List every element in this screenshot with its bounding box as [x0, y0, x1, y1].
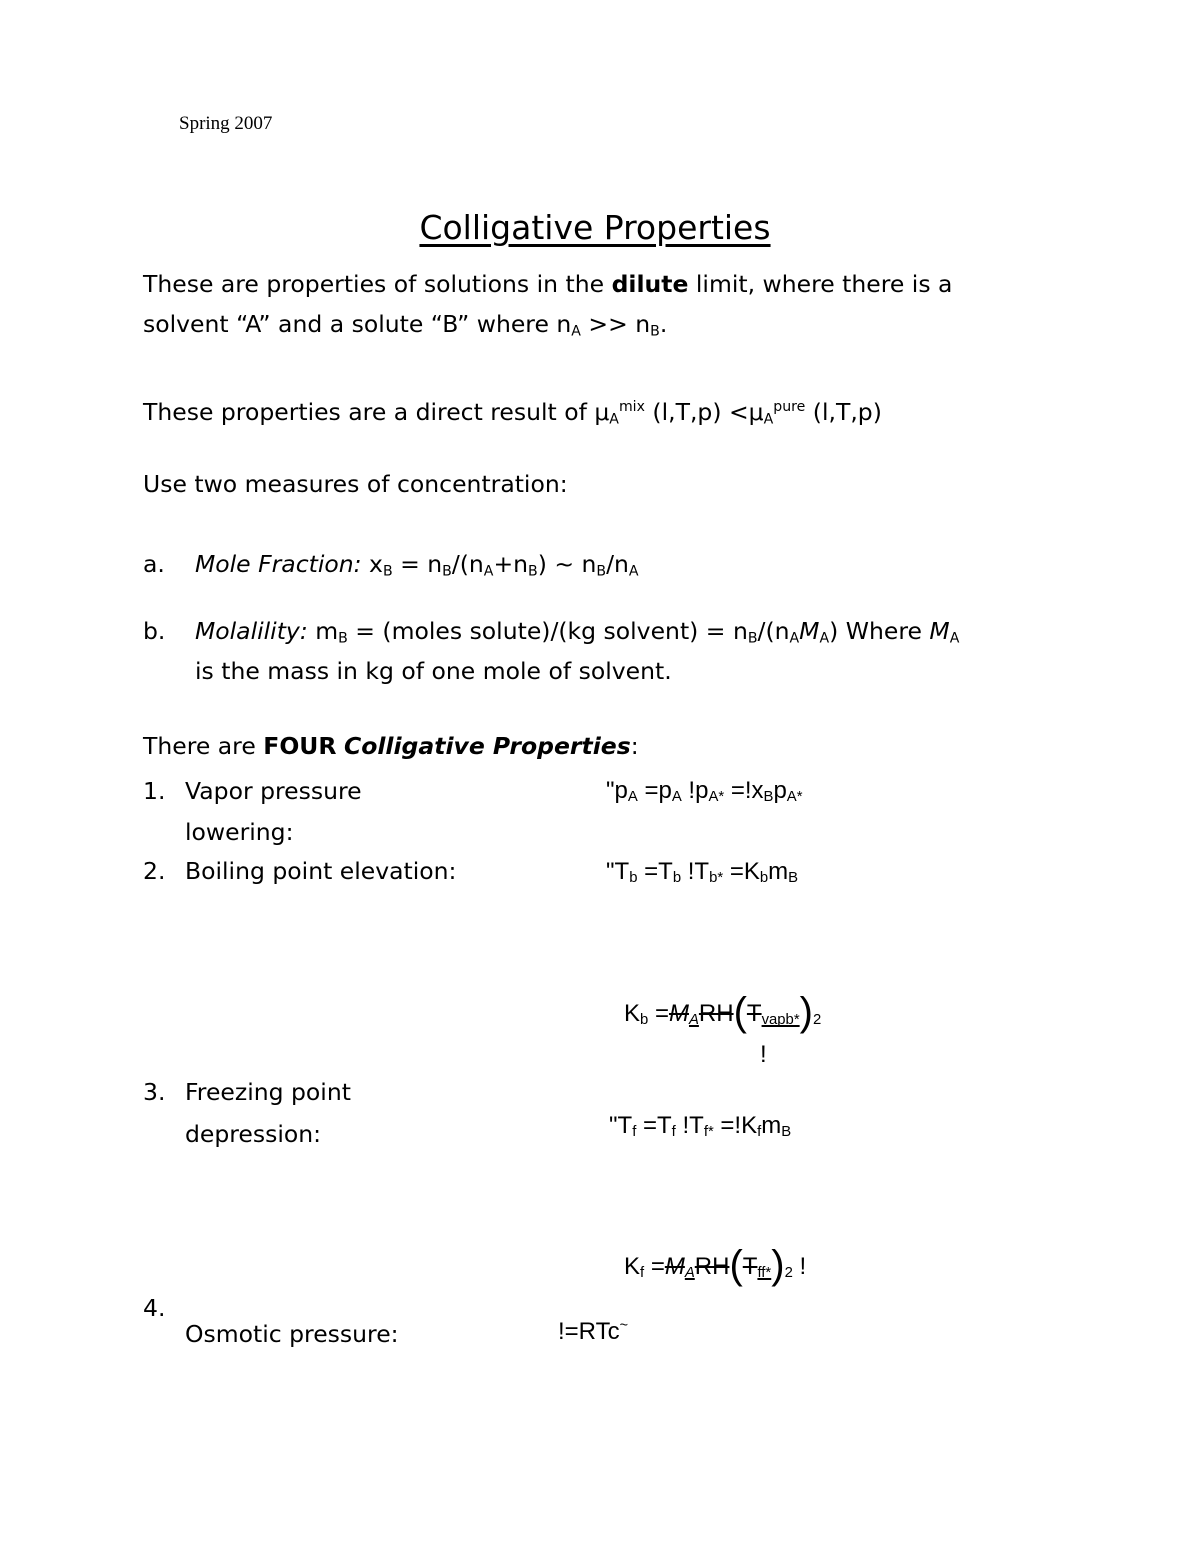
- intro-text: >> n: [580, 310, 651, 338]
- formula-text: T: [746, 1000, 762, 1027]
- direct-args: (l,T,p): [805, 398, 882, 426]
- subscript: f*: [703, 1123, 714, 1140]
- intro-text: limit, where there is a: [688, 270, 953, 298]
- formula-text: !T: [675, 1112, 704, 1139]
- heading-text: :: [630, 732, 639, 760]
- subscript: B: [650, 323, 660, 340]
- subscript: A: [949, 630, 960, 647]
- subscript: b: [629, 869, 638, 886]
- measure-b-label: Molalility:: [195, 617, 308, 645]
- item-4-label: Osmotic pressure:: [185, 1320, 399, 1348]
- subscript: B: [763, 788, 774, 805]
- subscript: A: [819, 630, 830, 647]
- formula-text: !: [792, 1253, 807, 1280]
- subscript: A: [571, 323, 581, 340]
- measure-a: [195, 550, 639, 578]
- open-paren: (: [729, 1243, 743, 1287]
- kf-formula: [624, 1243, 807, 1287]
- formula-text: M: [664, 1253, 685, 1280]
- close-paren: ): [771, 1243, 785, 1287]
- kb-formula: [624, 990, 822, 1034]
- subscript: A: [789, 630, 800, 647]
- formula-text: !=RTc: [558, 1318, 620, 1345]
- close-paren: ): [799, 990, 813, 1034]
- item-1-number: 1.: [143, 777, 166, 805]
- subscript: A: [609, 411, 619, 428]
- formula-text: =p: [637, 777, 672, 804]
- subscript: b*: [709, 869, 724, 886]
- formula-text: m: [307, 617, 339, 645]
- subscript: A: [483, 563, 494, 580]
- subscript: B: [747, 630, 758, 647]
- subscript: A: [627, 788, 638, 805]
- page-title: Colligative Properties: [419, 208, 771, 247]
- subscript: A: [684, 1264, 695, 1281]
- formula-text: =T: [637, 858, 673, 885]
- subscript: f: [757, 1123, 762, 1140]
- formula-text: = (moles solute)/(kg solvent) = n: [347, 617, 748, 645]
- heading-text: [336, 732, 343, 760]
- measure-a-marker: a.: [143, 550, 165, 578]
- direct-args: (l,T,p) <: [644, 398, 749, 426]
- mu-symbol: μ: [594, 398, 610, 426]
- subscript: b: [640, 1011, 649, 1028]
- measure-b: [195, 617, 959, 645]
- superscript: pure: [773, 398, 806, 415]
- mu-symbol: μ: [748, 398, 764, 426]
- formula-text: "p: [606, 777, 628, 804]
- formula-text: ) ~ n: [537, 550, 597, 578]
- formula-text: =: [648, 1000, 669, 1027]
- formula-text: =!K: [713, 1112, 758, 1139]
- formula-text: m: [761, 1112, 782, 1139]
- intro-text: .: [659, 310, 668, 338]
- superscript: mix: [618, 398, 645, 415]
- formula-text: /(n: [451, 550, 484, 578]
- item-1-label: Vapor pressure: [185, 777, 362, 805]
- formula-text: =!x: [724, 777, 764, 804]
- subscript: vapb*: [761, 1011, 800, 1028]
- subscript: A: [628, 563, 639, 580]
- item-3-number: 3.: [143, 1078, 166, 1106]
- boiling-point-formula: [606, 858, 798, 886]
- subscript: b: [759, 869, 769, 886]
- direct-result-line: [143, 398, 882, 426]
- subscript: f: [632, 1123, 637, 1140]
- subscript: B: [338, 630, 348, 647]
- subscript: B: [528, 563, 538, 580]
- formula-text: m: [768, 858, 789, 885]
- subscript: A*: [786, 788, 803, 805]
- formula-text: "T: [606, 858, 630, 885]
- formula-text: M: [799, 617, 820, 645]
- formula-text: K: [624, 1253, 641, 1280]
- subscript: ff*: [757, 1264, 772, 1281]
- intro-text: These are properties of solutions in the: [143, 270, 612, 298]
- subscript: b: [672, 869, 682, 886]
- date-header: Spring 2007: [179, 113, 273, 134]
- heading-bold: Colligative Properties: [343, 732, 631, 760]
- intro-text: solvent “A” and a solute “B” where n: [143, 310, 572, 338]
- heading-text: There are: [143, 732, 264, 760]
- tilde-mark: ~: [619, 1317, 628, 1334]
- item-3-label: Freezing point: [185, 1078, 351, 1106]
- subscript: B: [596, 563, 607, 580]
- item-1-label-line-2: lowering:: [185, 818, 294, 846]
- formula-text: =K: [723, 858, 760, 885]
- kb-footnote-mark: !: [760, 1041, 767, 1068]
- formula-text: =: [644, 1253, 665, 1280]
- measures-heading: Use two measures of concentration:: [143, 470, 568, 498]
- intro-bold-dilute: dilute: [611, 270, 689, 298]
- item-2-number: 2.: [143, 857, 166, 885]
- formula-text: K: [624, 1000, 641, 1027]
- formula-text: /n: [606, 550, 629, 578]
- four-heading: [143, 732, 639, 760]
- heading-bold: FOUR: [263, 732, 337, 760]
- formula-text: p: [773, 777, 787, 804]
- formula-text: ) Where: [829, 617, 930, 645]
- measure-b-marker: b.: [143, 617, 166, 645]
- formula-text: !p: [681, 777, 709, 804]
- subscript: A: [763, 411, 774, 428]
- subscript: A*: [708, 788, 725, 805]
- subscript: f: [671, 1123, 676, 1140]
- subscript: f: [640, 1264, 645, 1281]
- item-4-number: 4.: [143, 1294, 166, 1322]
- formula-text: RH: [698, 1000, 734, 1027]
- formula-text: RH: [694, 1253, 730, 1280]
- vapor-pressure-formula: [606, 777, 803, 805]
- intro-line-1: [143, 270, 952, 298]
- subscript: A: [688, 1011, 699, 1028]
- freezing-point-formula: [609, 1112, 791, 1140]
- subscript: B: [442, 563, 452, 580]
- item-2-label: Boiling point elevation:: [185, 857, 457, 885]
- subscript: B: [781, 1123, 792, 1140]
- item-3-label-line-2: depression:: [185, 1120, 322, 1148]
- exponent: 2: [784, 1264, 793, 1281]
- intro-line-2: [143, 310, 667, 338]
- formula-text: +n: [493, 550, 529, 578]
- exponent: 2: [812, 1011, 822, 1028]
- formula-text: !T: [681, 858, 710, 885]
- measure-a-label: Mole Fraction:: [195, 550, 362, 578]
- formula-text: = n: [392, 550, 443, 578]
- formula-text: /(n: [757, 617, 790, 645]
- formula-text: "T: [609, 1112, 633, 1139]
- formula-text: M: [668, 1000, 689, 1027]
- formula-text: x: [361, 550, 383, 578]
- formula-text: T: [742, 1253, 758, 1280]
- osmotic-pressure-formula: [558, 1318, 628, 1346]
- measure-b-line-2: is the mass in kg of one mole of solvent.: [195, 657, 672, 685]
- formula-text: =T: [636, 1112, 672, 1139]
- open-paren: (: [733, 990, 747, 1034]
- formula-text: M: [929, 617, 950, 645]
- subscript: B: [788, 869, 799, 886]
- subscript: A: [671, 788, 682, 805]
- subscript: B: [382, 563, 393, 580]
- direct-text: These properties are a direct result of: [143, 398, 595, 426]
